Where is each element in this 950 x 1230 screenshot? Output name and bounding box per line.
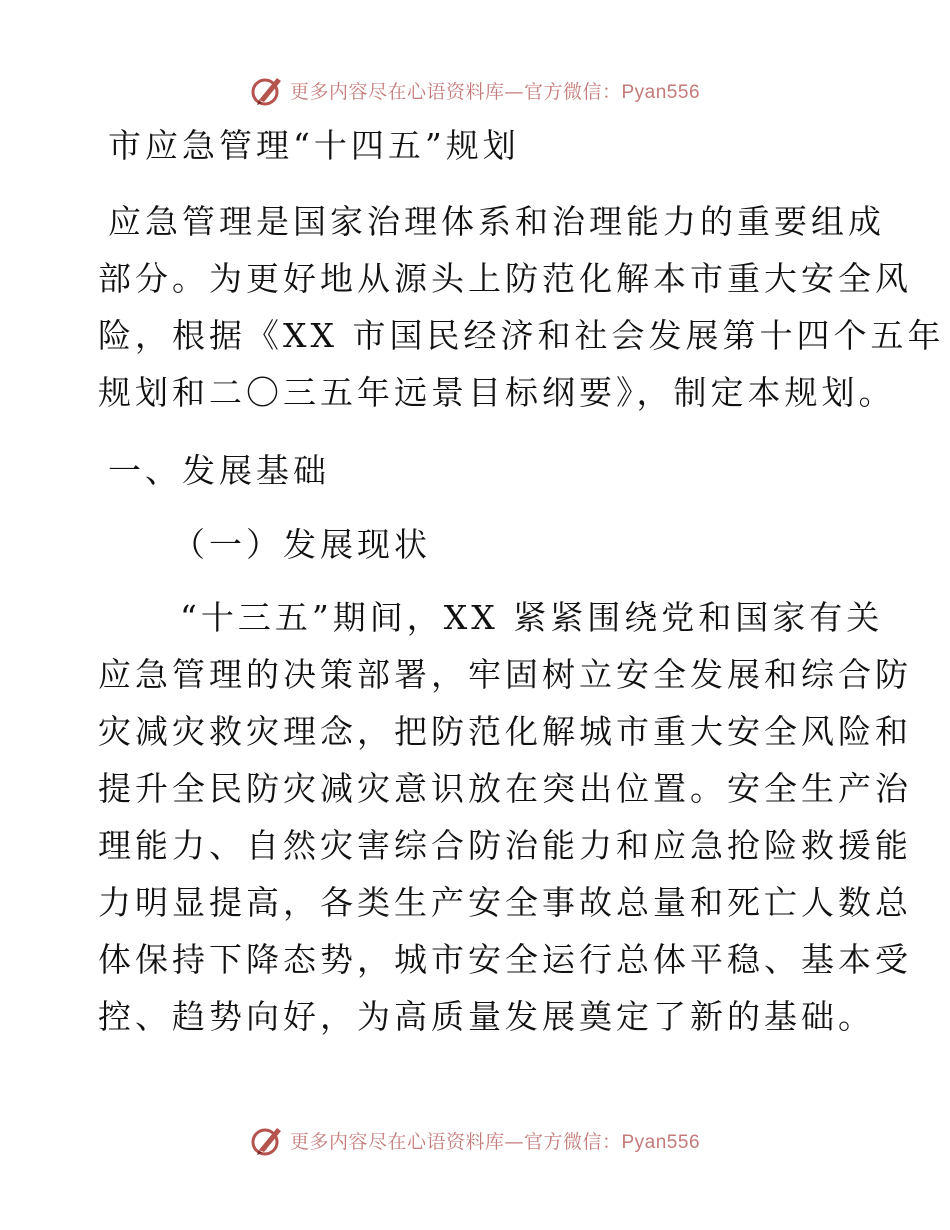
pen-logo-icon	[250, 73, 284, 107]
intro-line: 险，根据《XX 市国民经济和社会发展第十四个五年	[98, 316, 945, 355]
body-line: 提升全民防灾减灾意识放在突出位置。安全生产治	[98, 769, 912, 808]
intro-line: 规划和二〇三五年远景目标纲要》，制定本规划。	[98, 373, 896, 412]
body-line: 体保持下降态势，城市安全运行总体平稳、基本受	[98, 940, 912, 979]
watermark-text: 更多内容尽在心语资料库—官方微信：Pyan556	[289, 1130, 701, 1153]
body-line: 理能力、自然灾害综合防治能力和应急抢险救援能	[98, 826, 912, 865]
watermark-text: 更多内容尽在心语资料库—官方微信：Pyan556	[289, 80, 701, 103]
watermark-footer	[0, 1122, 950, 1158]
body-line: “十三五”期间，XX 紧紧围绕党和国家有关	[180, 598, 884, 637]
pen-logo-icon	[250, 1123, 284, 1157]
section-heading: 一、发展基础	[108, 451, 330, 490]
body-line: 力明显提高，各类生产安全事故总量和死亡人数总	[98, 883, 912, 922]
document-title: 市应急管理“十四五”规划	[108, 126, 520, 165]
watermark-wechat-id: Pyan556	[621, 81, 701, 103]
body-line: 控、趋势向好，为高质量发展奠定了新的基础。	[98, 997, 875, 1036]
intro-line: 应急管理是国家治理体系和治理能力的重要组成	[108, 202, 885, 241]
watermark-header	[0, 72, 950, 108]
subsection-heading: （一）发展现状	[172, 525, 431, 564]
body-line: 灾减灾救灾理念，把防范化解城市重大安全风险和	[98, 712, 912, 751]
watermark-wechat-id: Pyan556	[621, 1131, 701, 1153]
body-line: 应急管理的决策部署，牢固树立安全发展和综合防	[98, 655, 912, 694]
intro-line: 部分。为更好地从源头上防范化解本市重大安全风	[98, 259, 912, 298]
